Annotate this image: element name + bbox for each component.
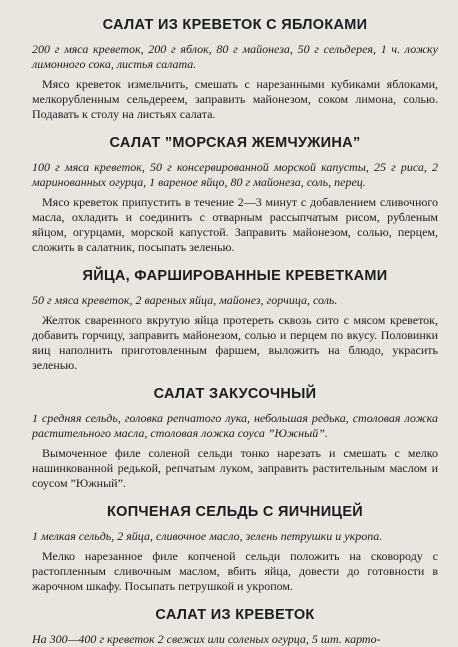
- recipe-ingredients: 1 мелкая сельдь, 2 яйца, сливочное масло, зелень петрушки и укропа.: [32, 529, 383, 543]
- recipe-title: САЛАТ ”МОРСКАЯ ЖЕМЧУЖИНА”: [109, 135, 361, 151]
- recipe-ingredients: На 300—400 г креветок 2 свежих или соленых огурца, 5 шт. карто-: [32, 632, 381, 646]
- recipe-sea-pearl-salad: [32, 134, 438, 255]
- recipe-title: САЛАТ ЗАКУСОЧНЫЙ: [153, 386, 317, 402]
- recipe-shrimp-apple-salad: [32, 16, 438, 122]
- recipe-method: Мясо креветок припустить в течение 2—3 минут с добавлением сливочного масла, охладить и соединить с отварным рассыпчатым рисом, рубленым яйцом, огурцами, морской капустой. Заправить майонезом, солью, перцем, сложить в салатник, посыпать зеленью.: [32, 195, 438, 254]
- recipe-title: КОПЧЕНАЯ СЕЛЬДЬ С ЯИЧНИЦЕЙ: [106, 504, 364, 520]
- recipe-method: Мелко нарезанное филе копченой сельди положить на сковороду с растопленным сливочным маслом, вбить яйца, довести до готовности в жарочном шкафу. Посыпать петрушкой и укропом.: [32, 549, 438, 593]
- recipe-ingredients: 100 г мяса креветок, 50 г консервированной морской капусты, 25 г риса, 2 маринованных огурца, 1 вареное яйцо, 80 г майонеза, соль, перец.: [32, 160, 438, 189]
- recipe-method: Желток сваренного вкрутую яйца протереть сквозь сито с мясом креветок, добавить горчицу, заправить майонезом, солью и перцем по вкусу. Половинки яиц наполнить приготовленным фаршем, выложить на блюдо, украсить зеленью.: [32, 313, 438, 372]
- recipe-ingredients: 50 г мяса креветок, 2 вареных яйца, майонез, горчица, соль.: [32, 293, 338, 307]
- recipe-stuffed-eggs: [32, 267, 438, 373]
- recipe-method: Вымоченное филе соленой сельди тонко нарезать и смешать с мелко нашинкованной редькой, репчатым луком, заправить растительным маслом и соусом ”Южный”.: [32, 446, 438, 490]
- recipe-title: ЯЙЦА, ФАРШИРОВАННЫЕ КРЕВЕТКАМИ: [82, 268, 388, 284]
- recipe-ingredients: 200 г мяса креветок, 200 г яблок, 80 г майонеза, 50 г сельдерея, 1 ч. ложку лимонного сока, листья салата.: [32, 42, 438, 71]
- recipe-snack-salad: [32, 385, 438, 491]
- recipe-smoked-herring-eggs: [32, 503, 438, 594]
- recipe-ingredients: 1 средняя сельдь, головка репчатого лука, небольшая редька, столовая ложка растительного масла, столовая ложка соуса ”Южный”.: [32, 411, 438, 440]
- recipe-shrimp-salad: [32, 606, 438, 647]
- recipe-title: САЛАТ ИЗ КРЕВЕТОК С ЯБЛОКАМИ: [102, 17, 368, 33]
- recipe-method: Мясо креветок измельчить, смешать с нарезанными кубиками яблоками, мелкорубленным сельдереем, заправить майонезом, соком лимона, солью. Подавать к столу на листьях салата.: [32, 77, 438, 121]
- recipe-title: САЛАТ ИЗ КРЕВЕТОК: [155, 607, 315, 623]
